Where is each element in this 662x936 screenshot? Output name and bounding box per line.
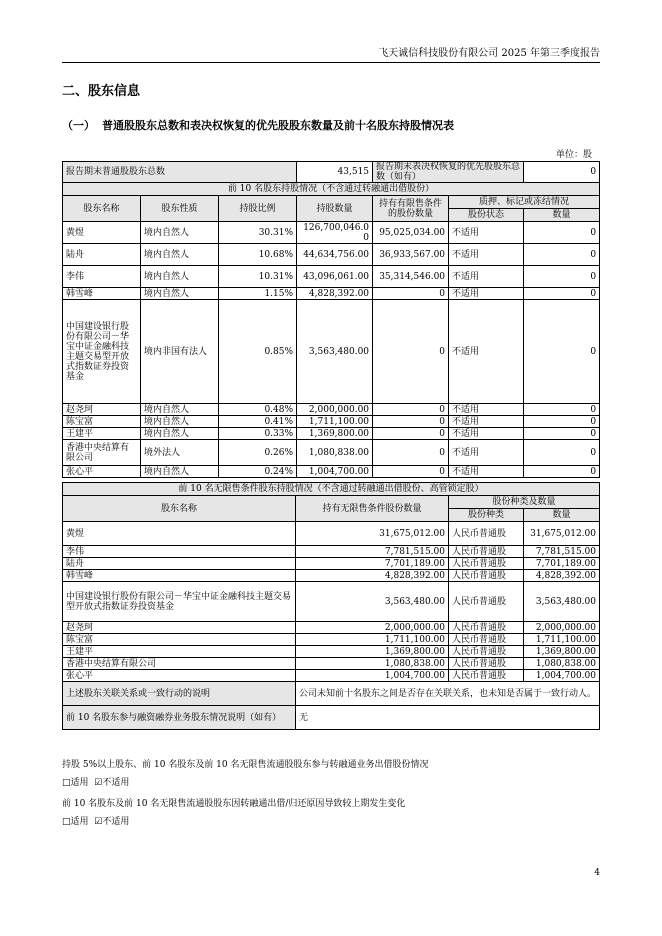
shareholder-name: 王建平 — [63, 428, 141, 440]
share-kind: 人民币普通股 — [449, 546, 524, 558]
shareholder-name: 赵尧珂 — [63, 404, 141, 416]
share-count: 1,369,800.00 — [524, 646, 600, 658]
share-kind: 人民币普通股 — [449, 522, 524, 546]
restricted-shares: 0 — [373, 300, 449, 404]
table-row — [63, 582, 600, 622]
share-kind: 人民币普通股 — [449, 582, 524, 622]
shareholder-name: 赵尧珂 — [63, 622, 296, 634]
restricted-shares: 95,025,034.00 — [373, 222, 449, 244]
restricted-shares: 0 — [373, 288, 449, 300]
shareholding-ratio: 1.15% — [219, 288, 297, 300]
pledge-status: 不适用 — [449, 288, 524, 300]
subsection-text: 普通股股东总数和表决权恢复的优先股股东数量及前十名股东持股情况表 — [102, 119, 454, 132]
shareholding-ratio: 0.41% — [219, 416, 297, 428]
pledge-status: 不适用 — [449, 404, 524, 416]
section-title: 二、股东信息 — [62, 84, 141, 99]
applicable-checkbox[interactable]: □ — [62, 778, 71, 788]
table-row — [63, 404, 600, 416]
table-row — [63, 546, 600, 558]
shareholder-nature: 境内自然人 — [141, 416, 219, 428]
unrestricted-quantity: 7,781,515.00 — [296, 546, 449, 558]
u-col-header-kind-group: 股份种类及数量 — [449, 496, 600, 509]
share-count: 7,701,189.00 — [524, 558, 600, 570]
pledge-status: 不适用 — [449, 300, 524, 404]
margin-value: 无 — [296, 706, 600, 730]
table-row — [63, 266, 600, 288]
pledge-count: 0 — [524, 466, 600, 478]
unrestricted-quantity: 7,701,189.00 — [296, 558, 449, 570]
restricted-shares: 0 — [373, 416, 449, 428]
pledge-count: 0 — [524, 440, 600, 466]
share-quantity: 1,369,800.00 — [297, 428, 373, 440]
share-quantity: 1,004,700.00 — [297, 466, 373, 478]
share-count: 4,828,392.00 — [524, 570, 600, 582]
shareholder-nature: 境内自然人 — [141, 404, 219, 416]
shareholder-nature: 境外法人 — [141, 440, 219, 466]
pledge-status: 不适用 — [449, 222, 524, 244]
note-change-options — [62, 814, 129, 827]
page-header: 飞天诚信科技股份有限公司 2025 年第三季度报告 — [378, 48, 600, 59]
shareholding-ratio: 0.48% — [219, 404, 297, 416]
pledge-count: 0 — [524, 300, 600, 404]
total-holders-value: 43,515 — [297, 162, 373, 183]
unrestricted-quantity: 31,675,012.00 — [296, 522, 449, 546]
shareholding-ratio: 0.26% — [219, 440, 297, 466]
table-row — [63, 288, 600, 300]
unrestricted-title: 前 10 名无限售条件股东持股情况（不含通过转融通出借股份、高管锁定股） — [63, 483, 600, 496]
note-lending-options — [62, 775, 129, 788]
u-col-header-kind: 股份种类 — [449, 509, 524, 522]
relation-value: 公司未知前十名股东之间是否存在关联关系，也未知是否属于一致行动人。 — [296, 682, 600, 706]
restricted-shares: 0 — [373, 428, 449, 440]
u-col-header-qty: 持有无限售条件股份数量 — [296, 496, 449, 522]
table-row — [63, 670, 600, 682]
table-row — [63, 300, 600, 404]
share-count: 3,563,480.00 — [524, 582, 600, 622]
note-lending: 持股 5%以上股东、前 10 名股东及前 10 名无限售流通股股东参与转融通业务出借股份情况 — [62, 760, 429, 770]
col-header-ratio: 持股比例 — [219, 196, 297, 222]
shareholder-nature: 境内自然人 — [141, 466, 219, 478]
shareholder-name: 香港中央结算有限公司 — [63, 658, 296, 670]
pledge-count: 0 — [524, 244, 600, 266]
shareholder-name: 黄煜 — [63, 522, 296, 546]
top10-title: 前 10 名股东持股情况（不含通过转融通出借股份） — [63, 183, 600, 196]
table-row — [63, 658, 600, 670]
shareholding-ratio: 0.24% — [219, 466, 297, 478]
subsection-title — [62, 117, 454, 133]
share-count: 1,004,700.00 — [524, 670, 600, 682]
col-header-name: 股东名称 — [63, 196, 141, 222]
pref-holders-label: 报告期末表决权恢复的优先股股东总数（如有） — [373, 162, 524, 183]
share-quantity: 2,000,000.00 — [297, 404, 373, 416]
share-kind: 人民币普通股 — [449, 634, 524, 646]
unrestricted-shareholders-table — [62, 482, 600, 730]
top10-shareholders-table — [62, 161, 600, 478]
pledge-status: 不适用 — [449, 440, 524, 466]
restricted-shares: 0 — [373, 466, 449, 478]
share-count: 31,675,012.00 — [524, 522, 600, 546]
shareholding-ratio: 0.85% — [219, 300, 297, 404]
unrestricted-quantity: 2,000,000.00 — [296, 622, 449, 634]
share-kind: 人民币普通股 — [449, 658, 524, 670]
applicable-label-2: 适用 — [70, 817, 89, 827]
header-divider — [62, 62, 600, 63]
shareholder-name: 张心平 — [63, 466, 141, 478]
table-row — [63, 558, 600, 570]
table-row — [63, 622, 600, 634]
table-row — [63, 634, 600, 646]
shareholder-name: 陆舟 — [63, 558, 296, 570]
note-change: 前 10 名股东及前 10 名无限售流通股股东因转融通出借/归还原因导致较上期发生变化 — [62, 799, 406, 809]
share-quantity: 43,096,061.00 — [297, 266, 373, 288]
unrestricted-quantity: 1,080,838.00 — [296, 658, 449, 670]
u-col-header-name: 股东名称 — [63, 496, 296, 522]
not-applicable-label-2: 不适用 — [102, 817, 130, 827]
pledge-count: 0 — [524, 222, 600, 244]
not-applicable-checkbox[interactable]: ☑ — [94, 778, 103, 788]
pledge-status: 不适用 — [449, 244, 524, 266]
unrestricted-quantity: 1,711,100.00 — [296, 634, 449, 646]
share-count: 2,000,000.00 — [524, 622, 600, 634]
pledge-count: 0 — [524, 288, 600, 300]
share-kind: 人民币普通股 — [449, 670, 524, 682]
col-header-status: 股份状态 — [449, 209, 524, 222]
relation-label: 上述股东关联关系或一致行动的说明 — [63, 682, 296, 706]
margin-label: 前 10 名股东参与融资融券业务股东情况说明（如有） — [63, 706, 296, 730]
share-quantity: 4,828,392.00 — [297, 288, 373, 300]
applicable-checkbox-2[interactable]: □ — [62, 817, 71, 827]
shareholding-ratio: 0.33% — [219, 428, 297, 440]
table-row — [63, 466, 600, 478]
restricted-shares: 0 — [373, 440, 449, 466]
table-row — [63, 570, 600, 582]
not-applicable-label: 不适用 — [102, 778, 130, 788]
u-col-header-count: 数量 — [524, 509, 600, 522]
unit-label: 单位：股 — [555, 150, 592, 160]
table-row — [63, 440, 600, 466]
shareholder-name: 黄煜 — [63, 222, 141, 244]
pledge-count: 0 — [524, 416, 600, 428]
shareholder-nature: 境内自然人 — [141, 288, 219, 300]
pref-holders-value: 0 — [524, 162, 600, 183]
subsection-number: （一） — [62, 119, 95, 132]
table-row — [63, 428, 600, 440]
pledge-status: 不适用 — [449, 428, 524, 440]
table-row — [63, 646, 600, 658]
col-header-restricted: 持有有限售条件的股份数量 — [373, 196, 449, 222]
table-row — [63, 244, 600, 266]
unrestricted-quantity: 4,828,392.00 — [296, 570, 449, 582]
shareholder-name: 陈宝富 — [63, 634, 296, 646]
col-header-pledge: 质押、标记或冻结情况 — [449, 196, 600, 209]
applicable-label: 适用 — [70, 778, 89, 788]
shareholder-name: 韩雪峰 — [63, 288, 141, 300]
pledge-count: 0 — [524, 404, 600, 416]
col-header-qty: 持股数量 — [297, 196, 373, 222]
shareholder-name: 中国建设银行股份有限公司－华宝中证金融科技主题交易型开放式指数证券投资基金 — [63, 300, 141, 404]
share-quantity: 1,080,838.00 — [297, 440, 373, 466]
share-quantity: 1,711,100.00 — [297, 416, 373, 428]
share-count: 7,781,515.00 — [524, 546, 600, 558]
share-quantity: 3,563,480.00 — [297, 300, 373, 404]
shareholding-ratio: 10.31% — [219, 266, 297, 288]
pledge-status: 不适用 — [449, 466, 524, 478]
unrestricted-quantity: 1,369,800.00 — [296, 646, 449, 658]
shareholder-name: 李伟 — [63, 546, 296, 558]
shareholder-name: 陆舟 — [63, 244, 141, 266]
pledge-count: 0 — [524, 428, 600, 440]
share-count: 1,080,838.00 — [524, 658, 600, 670]
shareholder-name: 陈宝富 — [63, 416, 141, 428]
share-kind: 人民币普通股 — [449, 622, 524, 634]
shareholder-name: 香港中央结算有限公司 — [63, 440, 141, 466]
shareholder-nature: 境内非国有法人 — [141, 300, 219, 404]
pledge-status: 不适用 — [449, 266, 524, 288]
share-quantity: 126,700,046.00 — [297, 222, 373, 244]
page-number: 4 — [594, 868, 600, 878]
shareholder-name: 韩雪峰 — [63, 570, 296, 582]
unrestricted-quantity: 3,563,480.00 — [296, 582, 449, 622]
shareholder-nature: 境内自然人 — [141, 222, 219, 244]
col-header-nature: 股东性质 — [141, 196, 219, 222]
shareholder-nature: 境内自然人 — [141, 266, 219, 288]
shareholder-nature: 境内自然人 — [141, 428, 219, 440]
not-applicable-checkbox-2[interactable]: ☑ — [94, 817, 103, 827]
restricted-shares: 35,314,546.00 — [373, 266, 449, 288]
unrestricted-quantity: 1,004,700.00 — [296, 670, 449, 682]
shareholding-ratio: 30.31% — [219, 222, 297, 244]
shareholder-name: 李伟 — [63, 266, 141, 288]
table-row — [63, 222, 600, 244]
pledge-status: 不适用 — [449, 416, 524, 428]
total-holders-label: 报告期末普通股股东总数 — [63, 162, 297, 183]
shareholder-name: 王建平 — [63, 646, 296, 658]
table-row — [63, 522, 600, 546]
shareholding-ratio: 10.68% — [219, 244, 297, 266]
pledge-count: 0 — [524, 266, 600, 288]
shareholder-name: 张心平 — [63, 670, 296, 682]
col-header-count: 数量 — [524, 209, 600, 222]
share-count: 1,711,100.00 — [524, 634, 600, 646]
share-quantity: 44,634,756.00 — [297, 244, 373, 266]
share-kind: 人民币普通股 — [449, 646, 524, 658]
shareholder-name: 中国建设银行股份有限公司－华宝中证金融科技主题交易型开放式指数证券投资基金 — [63, 582, 296, 622]
table-row — [63, 416, 600, 428]
share-kind: 人民币普通股 — [449, 570, 524, 582]
share-kind: 人民币普通股 — [449, 558, 524, 570]
restricted-shares: 36,933,567.00 — [373, 244, 449, 266]
restricted-shares: 0 — [373, 404, 449, 416]
shareholder-nature: 境内自然人 — [141, 244, 219, 266]
